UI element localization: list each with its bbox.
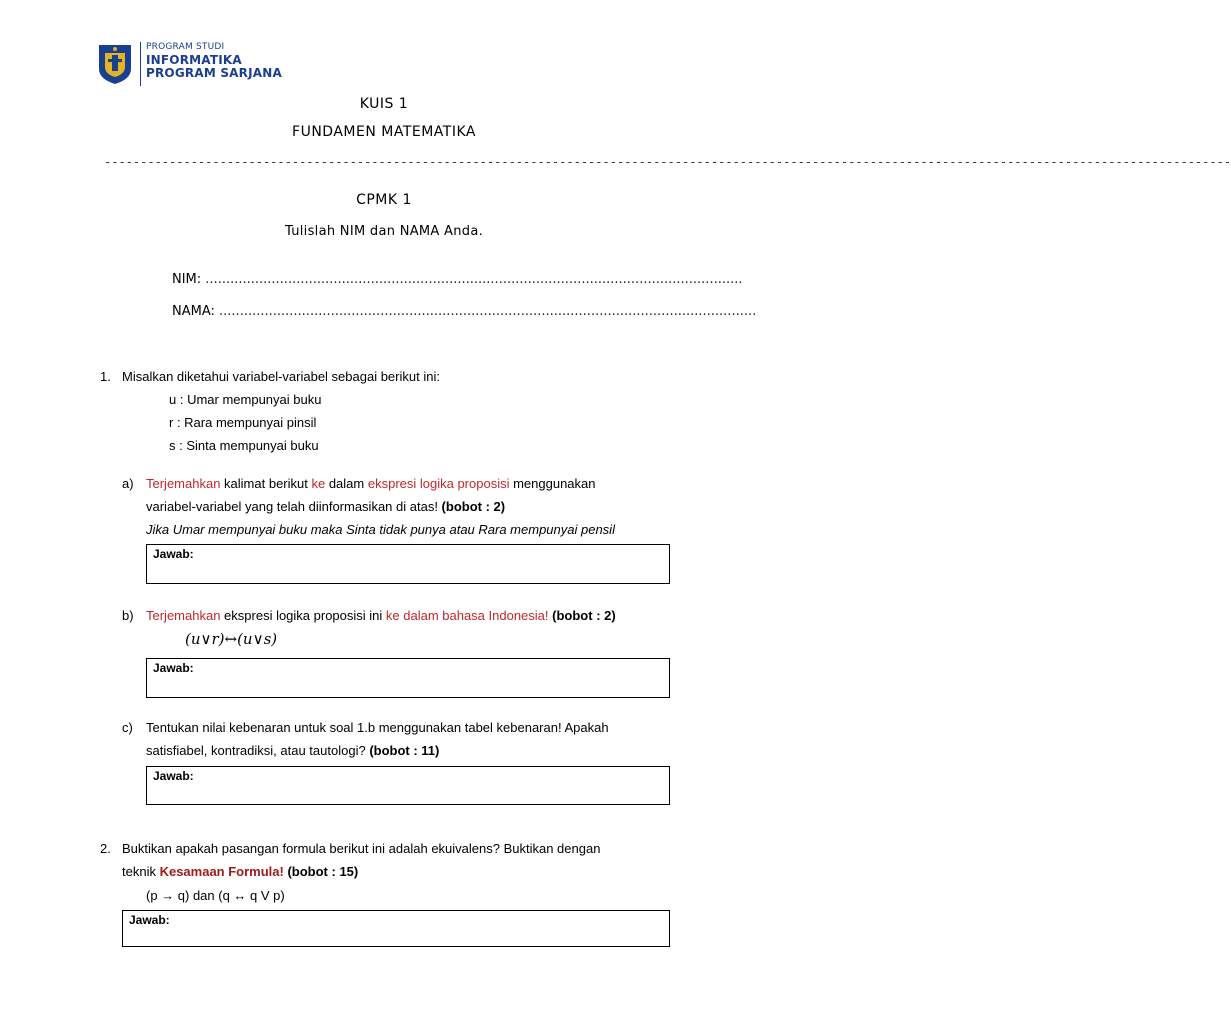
q1-text: Misalkan diketahui variabel-variabel sebagai berikut ini: <box>122 369 440 384</box>
q1b-word-excl: ! <box>544 608 553 623</box>
nim-label: NIM: <box>172 272 202 287</box>
q1c-bobot: (bobot : 11) <box>369 743 440 758</box>
q2-kesamaan-formula: Kesamaan Formula! <box>159 864 284 879</box>
q1b-formula: (u∨r)↔(u∨s) <box>185 630 278 648</box>
program-logo-text <box>146 41 282 80</box>
q1-var-u: u : Umar mempunyai buku <box>169 392 322 407</box>
q1a-word: dalam <box>325 476 368 491</box>
nama-dotted-line: .................................................................................................................................. <box>219 304 757 319</box>
logo-line-2: INFORMATIKA <box>146 53 242 67</box>
q1a-word: kalimat berikut <box>220 476 312 491</box>
section-title: CPMK 1 <box>356 192 412 208</box>
instruction-text: Tulislah NIM dan NAMA Anda. <box>284 224 484 239</box>
q1-number: 1. <box>100 369 111 384</box>
q1-var-r: r : Rara mempunyai pinsil <box>169 415 317 430</box>
logo-separator <box>140 42 141 86</box>
q2-number: 2. <box>100 841 111 856</box>
q1b-word-terjemahkan: Terjemahkan <box>146 608 221 623</box>
q1a-word: menggunakan <box>509 476 596 491</box>
q1a-line2-text: variabel-variabel yang telah diinformasikan di atas! <box>146 499 442 514</box>
course-title: FUNDAMEN MATEMATIKA <box>292 124 476 140</box>
q1-var-s: s : Sinta mempunyai buku <box>169 438 319 453</box>
quiz-title: KUIS 1 <box>359 96 409 112</box>
logo-line-3: PROGRAM SARJANA <box>146 66 282 80</box>
q2-answer-label: Jawab: <box>129 913 170 927</box>
q1b-answer-box[interactable] <box>146 658 670 698</box>
q2-line2-text: teknik <box>122 864 160 879</box>
q1b-bobot: (bobot : 2) <box>552 608 616 623</box>
q1a-word-terjemahkan: Terjemahkan <box>146 476 221 491</box>
q2-formula: (p → q) dan (q ↔ q V p) <box>146 888 285 903</box>
q1b-line1 <box>146 608 616 624</box>
nama-label: NAMA: <box>172 304 215 319</box>
q1b-answer-label: Jawab: <box>153 661 194 675</box>
q1b-word-bahasa: ke dalam bahasa Indonesia <box>385 608 545 623</box>
q1c-line2-text: satisfiabel, kontradiksi, atau tautologi? <box>146 743 370 758</box>
q1c-answer-label: Jawab: <box>153 769 194 783</box>
q1a-word-ekspresi: ekspresi logika proposisi <box>367 476 510 491</box>
q2-line2 <box>122 864 358 880</box>
q2-line1: Buktikan apakah pasangan formula berikut ini adalah ekuivalens? Buktikan dengan <box>122 841 601 856</box>
university-emblem-icon <box>97 43 133 85</box>
nim-dotted-line: .................................................................................................................................. <box>205 272 743 287</box>
q1b-label: b) <box>122 608 134 623</box>
q1c-line1: Tentukan nilai kebenaran untuk soal 1.b menggunakan tabel kebenaran! Apakah <box>146 720 609 735</box>
q1a-label: a) <box>122 476 134 491</box>
nama-field[interactable] <box>172 304 757 319</box>
logo-line-1: PROGRAM STUDI <box>146 42 225 52</box>
q1a-answer-label: Jawab: <box>153 547 194 561</box>
q1c-answer-box[interactable] <box>146 766 670 805</box>
q1a-line2 <box>146 499 505 515</box>
nim-field[interactable] <box>172 272 743 287</box>
q1a-answer-box[interactable] <box>146 544 670 584</box>
dashed-divider: ------------------------------------------------------------------------------------------------------------------------------------------------------------ <box>104 155 1231 169</box>
q2-bobot: (bobot : 15) <box>287 864 359 879</box>
q1a-line1 <box>146 476 596 492</box>
q1c-line2 <box>146 743 439 759</box>
q1a-bobot: (bobot : 2) <box>441 499 506 514</box>
q1c-label: c) <box>122 720 133 735</box>
q1a-word-ke: ke <box>311 476 326 491</box>
q1a-sentence: Jika Umar mempunyai buku maka Sinta tidak punya atau Rara mempunyai pensil <box>146 522 615 537</box>
q1b-word: ekspresi logika proposisi ini <box>220 608 386 623</box>
q2-answer-box[interactable] <box>122 910 670 947</box>
